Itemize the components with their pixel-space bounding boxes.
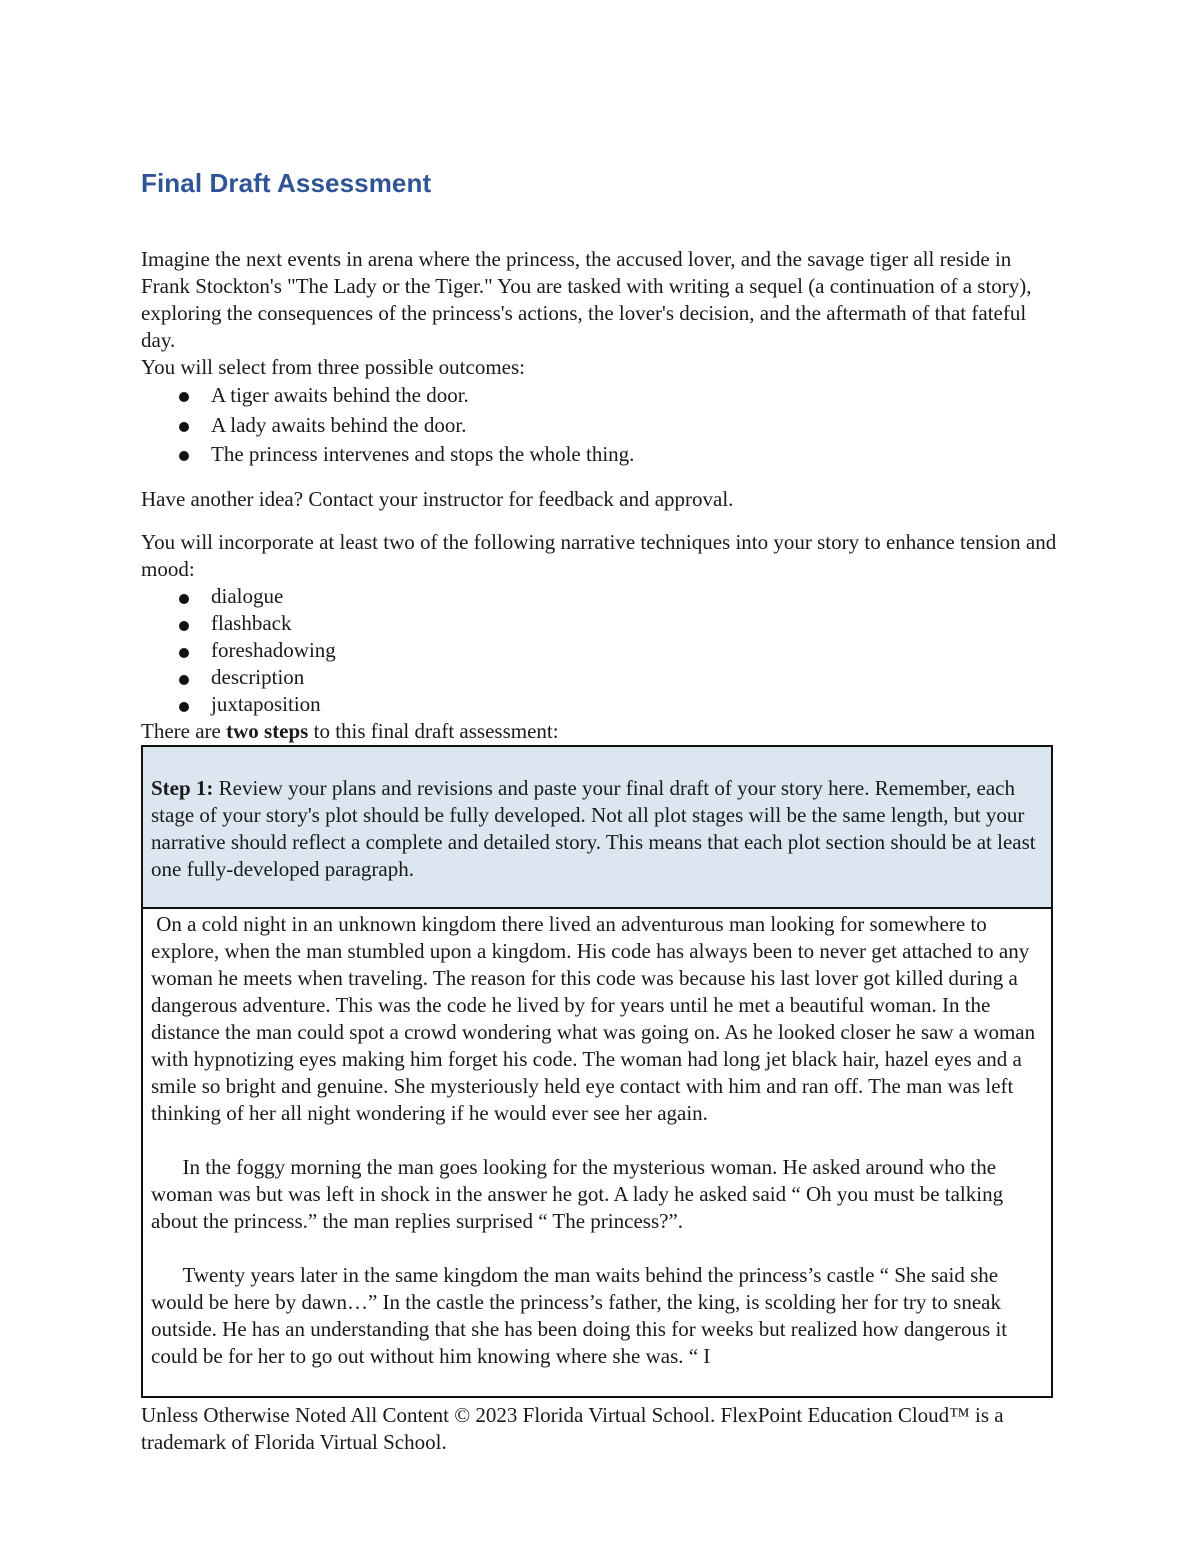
technique-item: description [177,664,1061,691]
story-paragraph: On a cold night in an unknown kingdom there lived an adventurous man looking for somewhere to explore, when the man stumbled upon a kingdom. His code has always been to never get attached to any woman he meets when traveling. The reason for this code was because his last lover got killed during a dangerous adventure. This was the code he lived by for years until he met a beautiful woman. In the distance the man could spot a crowd wondering what was going on. As he looked closer he saw a woman with hypnotizing eyes making him forget his code. The woman had long jet black hair, hazel eyes and a smile so bright and genuine. She mysteriously held eye contact with him and ran off. The man was left thinking of her all night wondering if he would ever see her again. [151,911,1041,1125]
technique-item: foreshadowing [177,637,1061,664]
steps-prefix: There are [141,718,227,743]
outcome-item: A tiger awaits behind the door. [177,381,1061,411]
select-line: You will select from three possible outcomes: [141,355,525,379]
steps-line [141,718,1061,745]
intro-paragraph: Imagine the next events in arena where the princess, the accused lover, and the savage tiger all reside in Frank Stockton's "The Lady or the Tiger." You are tasked with writing a sequel (a continuation of a story), exploring the consequences of the princess's actions, the lover's decision, and the aftermath of that fateful day. [141,247,1032,352]
technique-item: dialogue [177,583,1061,610]
techniques-line: You will incorporate at least two of the following narrative techniques into your story to enhance tension and mood: [141,529,1057,581]
technique-item: juxtaposition [177,691,1061,718]
step1-label: Step 1: [151,775,214,800]
technique-item: flashback [177,610,1061,637]
idea-line: Have another idea? Contact your instructor for feedback and approval. [141,486,734,511]
step1-instructions [151,775,1039,883]
steps-bold: two steps [226,718,309,743]
outcome-item: A lady awaits behind the door. [177,411,1061,441]
story-paragraph: Twenty years later in the same kingdom the man waits behind the princess’s castle “ She said she would be here by dawn…” In the castle the princess’s father, the king, is scolding her for try to sneak outside. He has an understanding that she has been doing this for weeks but realized how dangerous it could be for her to go out without him knowing where she was. “ I [151,1262,1013,1368]
outcome-item: The princess intervenes and stops the whole thing. [177,440,1061,470]
step1-table [141,745,1053,1398]
outcomes-list [141,381,1061,470]
step1-instructions-cell [143,747,1051,909]
techniques-list [141,583,1061,718]
page-title: Final Draft Assessment [141,168,432,198]
step1-instructions-text: Review your plans and revisions and paste your final draft of your story here. Remember, each stage of your story's plot should be fully developed. Not all plot stages will be the same length, but your narrative should reflect a complete and detailed story. This means that each plot section should be at least one fully-developed paragraph. [151,775,1036,881]
story-paragraph: In the foggy morning the man goes looking for the mysterious woman. He asked around who the woman was but was left in shock in the answer he got. A lady he asked said “ Oh you must be talking about the princess.” the man replies surprised “ The princess?”. [151,1154,1009,1233]
steps-suffix: to this final draft assessment: [308,718,559,743]
story-response-cell[interactable] [143,909,1051,1396]
copyright-footer: Unless Otherwise Noted All Content © 2023 Florida Virtual School. FlexPoint Education Cloud™ is a trademark of Florida Virtual School. [141,1403,1004,1454]
document-content [141,168,1061,1398]
